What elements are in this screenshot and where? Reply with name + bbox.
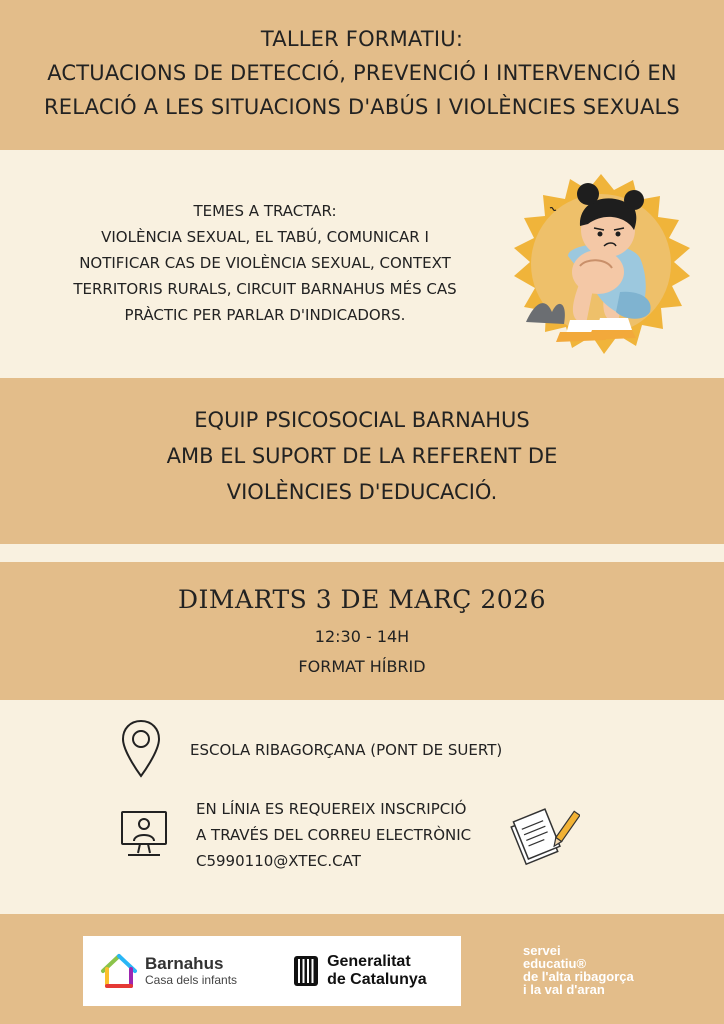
location-row	[120, 718, 502, 782]
topics-section	[0, 150, 724, 378]
barnahus-subtitle: Casa dels infants	[145, 973, 238, 987]
title-line-2: ACTUACIONS DE DETECCIÓ, PREVENCIÓ I INTERVENCIÓ EN	[47, 61, 677, 85]
venue-section	[0, 700, 724, 914]
event-format: FORMAT HÍBRID	[298, 657, 426, 676]
footer	[0, 914, 724, 1024]
topics-line-4: PRÀCTIC PER PARLAR D'INDICADORS.	[124, 306, 406, 324]
location-name: ESCOLA RIBAGORÇANA (PONT DE SUERT)	[190, 741, 503, 759]
servei-line-1: servei	[523, 943, 561, 958]
sad-child-illustration	[508, 172, 694, 362]
generalitat-text	[327, 953, 427, 989]
topics-line-3: TERRITORIS RURALS, CIRCUIT BARNAHUS MÉS CAS	[73, 280, 457, 298]
title-banner	[0, 0, 724, 150]
generalitat-line-2: de Catalunya	[327, 971, 427, 988]
location-text	[190, 737, 502, 763]
team-line-3: VIOLÈNCIES D'EDUCACIÓ.	[226, 480, 498, 504]
team-section	[0, 378, 724, 544]
title-line-3: RELACIÓ A LES SITUACIONS D'ABÚS I VIOLÈNCIES SEXUALS	[44, 95, 680, 119]
topics-line-2: NOTIFICAR CAS DE VIOLÈNCIA SEXUAL, CONTEXT	[79, 254, 451, 272]
barnahus-house-icon	[99, 951, 139, 991]
online-row	[120, 796, 471, 874]
event-date: DIMARTS 3 DE MARÇ 2026	[178, 585, 546, 614]
online-line-1: EN LÍNIA ES REQUEREIX INSCRIPCIÓ	[196, 800, 467, 818]
servei-educatiu-logo	[523, 944, 683, 996]
barnahus-name: Barnahus	[145, 954, 224, 973]
online-line-2: A TRAVÉS DEL CORREU ELECTRÒNIC	[196, 826, 472, 844]
servei-line-2: educatiu®	[523, 956, 587, 971]
team-line-1: EQUIP PSICOSOCIAL BARNAHUS	[194, 408, 530, 432]
team-line-2: AMB EL SUPORT DE LA REFERENT DE	[166, 444, 558, 468]
topics-heading: TEMES A TRACTAR:	[193, 202, 337, 220]
topics-text	[40, 198, 490, 328]
topics-line-1: VIOLÈNCIA SEXUAL, EL TABÚ, COMUNICAR I	[101, 228, 429, 246]
document-pencil-icon	[508, 808, 580, 868]
generalitat-emblem-icon	[293, 955, 319, 987]
generalitat-line-1: Generalitat	[327, 953, 411, 970]
servei-line-3: de l'alta ribagorça	[523, 969, 634, 984]
barnahus-text	[145, 955, 237, 987]
title-line-1: TALLER FORMATIU:	[260, 27, 464, 51]
logo-box	[83, 936, 461, 1006]
barnahus-logo	[99, 951, 237, 991]
event-time: 12:30 - 14H	[314, 627, 410, 646]
date-section	[0, 562, 724, 700]
generalitat-logo	[293, 953, 427, 989]
servei-line-4: i la val d'aran	[523, 982, 605, 997]
computer-user-icon	[120, 809, 168, 861]
online-text	[196, 796, 471, 874]
location-pin-icon	[120, 718, 162, 782]
contact-email[interactable]: C5990110@XTEC.CAT	[196, 852, 361, 870]
